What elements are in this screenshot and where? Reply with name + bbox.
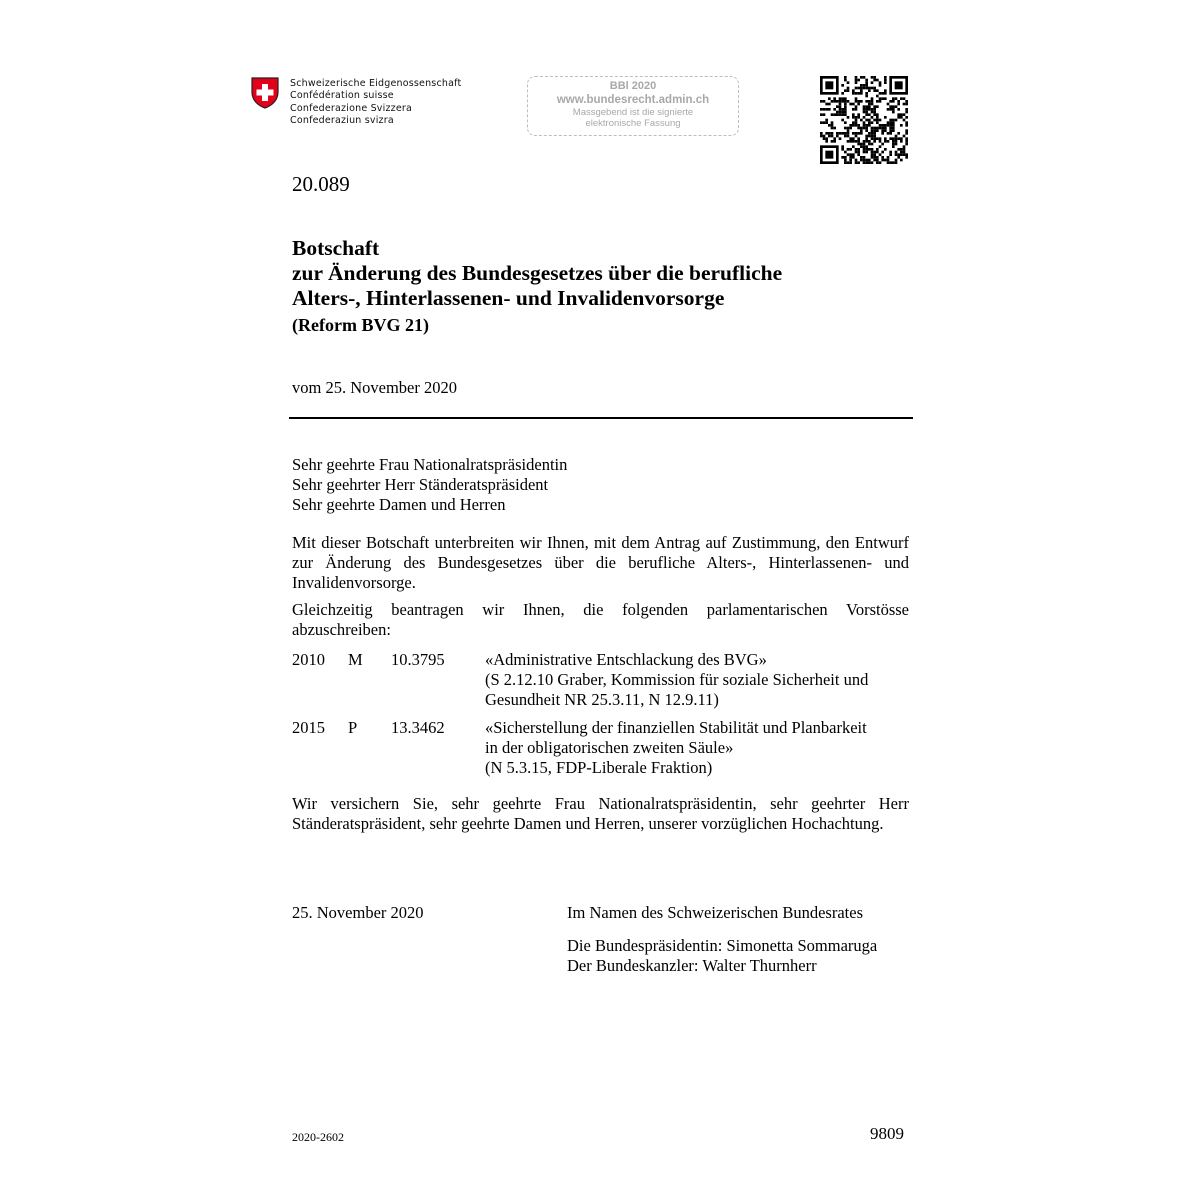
vorstoss-title — [485, 650, 912, 710]
stamp-line: BBl 2020 — [609, 80, 657, 92]
vorstoss-type: P — [348, 718, 358, 737]
vorstoss-line: «Administrative Entschlackung des BVG» — [485, 650, 767, 669]
paragraph-closing: Wir versichern Sie, sehr geehrte Frau Nationalratspräsidentin, sehr geehrter Herr Ständeratspräsident, sehr geehrte Damen und Herren, unserer vorzüglichen Hochachtung. — [292, 794, 909, 833]
vorstoss-type: M — [348, 650, 363, 669]
document-subtitle: (Reform BVG 21) — [292, 315, 429, 335]
title-line: Botschaft — [292, 236, 380, 260]
vorstoss-title — [485, 718, 912, 778]
paragraph-intro: Mit dieser Botschaft unterbreiten wir Ihnen, mit dem Antrag auf Zustimmung, den Entwurf zur Änderung des Bundesgesetzes über die berufliche Alters-, Hinterlassenen- und Invalidenvorsorge. — [292, 533, 909, 592]
vorstoss-year: 2010 — [292, 650, 325, 669]
qr-code-icon — [820, 76, 908, 164]
vorstoss-number: 13.3462 — [391, 718, 445, 737]
vorstoss-year: 2015 — [292, 718, 325, 737]
document-date: vom 25. November 2020 — [292, 378, 457, 397]
confederation-name — [290, 78, 461, 128]
closing-date: 25. November 2020 — [292, 903, 424, 922]
confederation-line: Schweizerische Eidgenossenschaft — [290, 78, 462, 89]
vorstoss-number: 10.3795 — [391, 650, 445, 669]
divider — [289, 417, 913, 419]
stamp-line: elektronische Fassung — [585, 118, 681, 129]
salutation-line: Sehr geehrter Herr Ständeratspräsident — [292, 475, 549, 494]
page-number: 9809 — [870, 1124, 904, 1143]
vorstoss-line: «Sicherstellung der finanziellen Stabilität und Planbarkeit — [485, 718, 867, 737]
signature-stamp — [527, 76, 739, 136]
document-title — [292, 236, 782, 311]
stamp-url: www.bundesrecht.admin.ch — [556, 94, 710, 106]
signature-block — [567, 903, 877, 976]
stamp-line: Massgebend ist die signierte — [572, 107, 694, 118]
title-line: Alters-, Hinterlassenen- und Invalidenvorsorge — [292, 286, 725, 310]
salutation-line: Sehr geehrte Damen und Herren — [292, 495, 506, 514]
vorstoss-line: (N 5.3.15, FDP-Liberale Fraktion) — [485, 758, 713, 777]
swiss-crest-icon — [251, 77, 279, 109]
salutation — [292, 455, 567, 515]
vorstoss-line: Gesundheit NR 25.3.11, N 12.9.11) — [485, 690, 719, 709]
vorstoss-line: in der obligatorischen zweiten Säule» — [485, 738, 734, 757]
on-behalf: Im Namen des Schweizerischen Bundesrates — [567, 903, 863, 922]
footer-reference: 2020-2602 — [292, 1130, 344, 1144]
confederation-line: Confederaziun svizra — [290, 115, 394, 127]
vorstoss-line: (S 2.12.10 Graber, Kommission für soziale Sicherheit und — [485, 670, 869, 689]
title-line: zur Änderung des Bundesgesetzes über die berufliche — [292, 261, 783, 285]
salutation-line: Sehr geehrte Frau Nationalratspräsidentin — [292, 455, 568, 474]
president-signature: Die Bundespräsidentin: Simonetta Sommaruga — [567, 936, 878, 955]
chancellor-signature: Der Bundeskanzler: Walter Thurnherr — [567, 956, 817, 975]
paragraph-request: Gleichzeitig beantragen wir Ihnen, die folgenden parlamentarischen Vorstösse abzuschreiben: — [292, 600, 909, 639]
confederation-line: Confédération suisse — [290, 90, 394, 102]
document-number: 20.089 — [292, 172, 350, 196]
confederation-line: Confederazione Svizzera — [290, 102, 413, 114]
